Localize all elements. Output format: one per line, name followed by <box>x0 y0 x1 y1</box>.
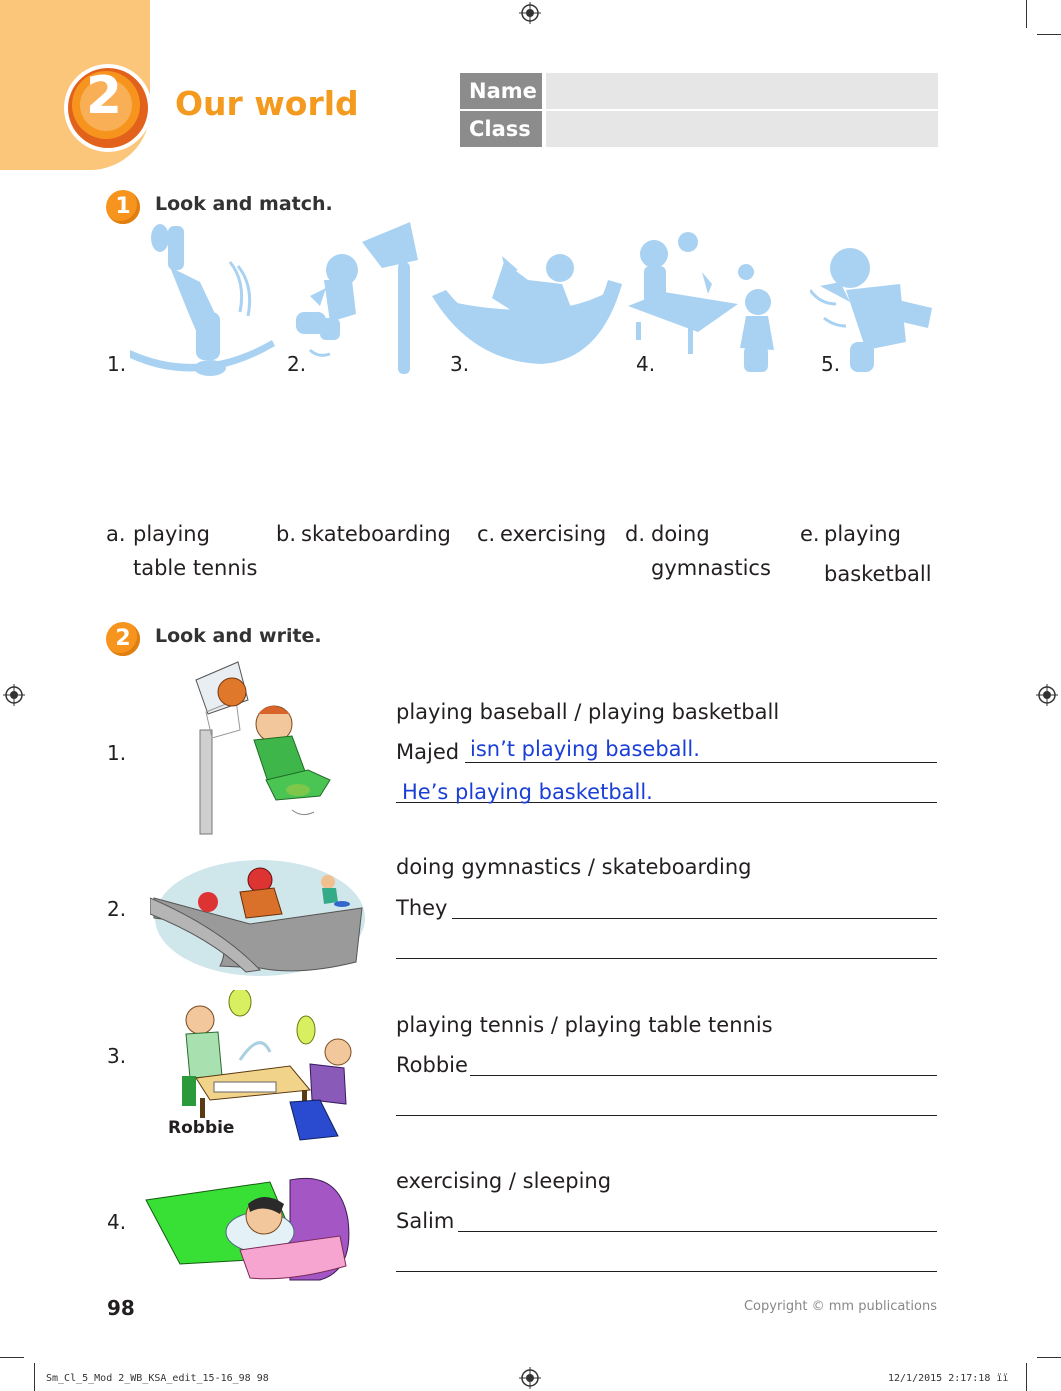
item-prompt: playing tennis / playing table tennis <box>396 1013 773 1037</box>
registration-mark-icon <box>1036 684 1058 706</box>
option-letter: d. <box>625 522 646 546</box>
item-prompt: doing gymnastics / skateboarding <box>396 855 752 879</box>
item-subject: Salim <box>396 1209 455 1233</box>
answer-line[interactable] <box>396 1115 937 1116</box>
registration-mark-icon <box>519 2 541 24</box>
unit-number: 2 <box>85 66 123 126</box>
item-number: 4. <box>107 1210 127 1234</box>
option-letter: a. <box>106 522 126 546</box>
picture-number: 2. <box>287 352 307 376</box>
item-prompt: playing baseball / playing basketball <box>396 700 780 724</box>
print-slug-date: 12/1/2015 2:17:18 ïï <box>888 1373 1009 1384</box>
answer-line[interactable] <box>470 1075 937 1076</box>
answer-line[interactable] <box>458 1231 937 1232</box>
option-text: table tennis <box>133 556 258 580</box>
picture-number: 1. <box>107 352 127 376</box>
basketball-silhouette <box>290 222 420 377</box>
basketball-boy-picture <box>180 660 340 835</box>
answer-line[interactable] <box>465 762 937 763</box>
crop-mark <box>0 1357 24 1358</box>
item-subject: Robbie <box>396 1053 468 1077</box>
picture-number: 3. <box>450 352 470 376</box>
item-prompt: exercising / sleeping <box>396 1169 612 1193</box>
copyright-notice: Copyright © mm publications <box>743 1299 937 1314</box>
class-row <box>460 111 938 147</box>
exercise-number-badge: 1 <box>106 190 140 224</box>
registration-mark-icon <box>3 684 25 706</box>
crop-mark <box>1037 1357 1061 1358</box>
class-field[interactable] <box>546 111 938 147</box>
option-letter: e. <box>800 522 820 546</box>
picture-number: 4. <box>636 352 656 376</box>
option-letter: b. <box>276 522 297 546</box>
crop-mark <box>1037 34 1061 35</box>
crop-mark <box>34 1363 35 1391</box>
option-text: doing <box>651 522 710 546</box>
print-slug-file: Sm_Cl_5_Mod 2_WB_KSA_edit_15-16_98 98 <box>46 1373 269 1384</box>
option-text: playing <box>133 522 210 546</box>
registration-mark-icon <box>519 1367 541 1389</box>
answer-line[interactable] <box>396 958 937 959</box>
option-letter: c. <box>477 522 496 546</box>
sleeping-boy-picture <box>140 1170 355 1285</box>
answer-line[interactable] <box>396 1271 937 1272</box>
exercise-instruction: Look and write. <box>155 625 322 647</box>
name-label: Name <box>460 73 542 109</box>
unit-title: Our world <box>175 84 359 123</box>
exercise-instruction: Look and match. <box>155 193 333 215</box>
skateboarding-silhouette <box>432 240 622 365</box>
option-text: skateboarding <box>301 522 451 546</box>
gymnastics-silhouette <box>130 222 275 377</box>
skateboarding-kids-picture <box>150 858 365 978</box>
exercise-number-badge: 2 <box>106 622 140 656</box>
option-text: exercising <box>500 522 607 546</box>
page-number: 98 <box>107 1296 135 1320</box>
item-number: 2. <box>107 897 127 921</box>
item-number: 3. <box>107 1044 127 1068</box>
option-text: playing <box>824 522 901 546</box>
name-row <box>460 73 938 109</box>
item-subject: Majed <box>396 740 460 764</box>
picture-caption: Robbie <box>168 1118 235 1138</box>
answer-line[interactable] <box>452 918 937 919</box>
crop-mark <box>1026 0 1027 28</box>
name-field[interactable] <box>546 73 938 109</box>
handwritten-answer: isn’t playing baseball. <box>470 737 700 761</box>
picture-number: 5. <box>821 352 841 376</box>
class-label: Class <box>460 111 542 147</box>
item-number: 1. <box>107 741 127 765</box>
item-subject: They <box>396 896 448 920</box>
handwritten-answer: He’s playing basketball. <box>402 780 653 804</box>
crop-mark <box>1026 1363 1027 1391</box>
option-text: gymnastics <box>651 556 771 580</box>
option-text: basketball <box>824 562 932 586</box>
